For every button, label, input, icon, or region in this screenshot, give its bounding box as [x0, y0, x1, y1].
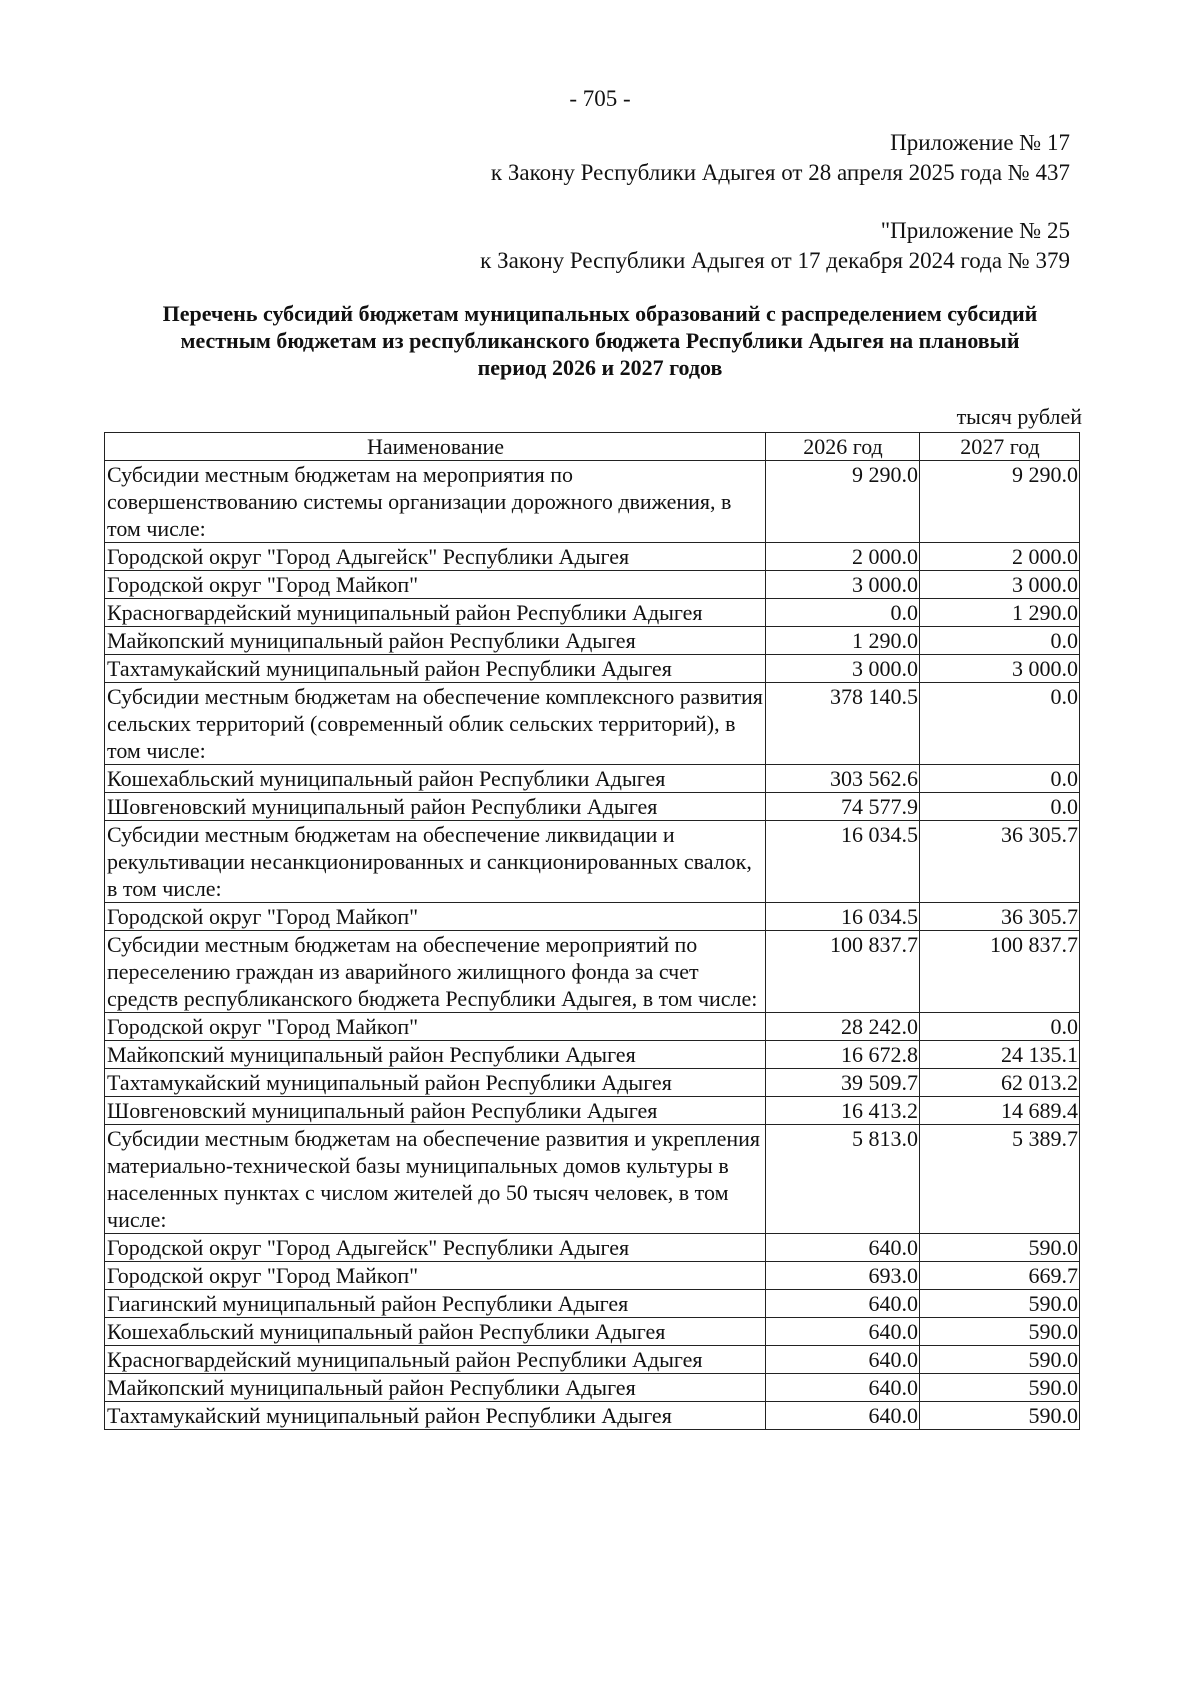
- cell-name: Кошехабльский муниципальный район Республики Адыгея: [105, 1318, 766, 1346]
- cell-2027: 590.0: [920, 1346, 1080, 1374]
- cell-name: Гиагинский муниципальный район Республики Адыгея: [105, 1290, 766, 1318]
- cell-name: Кошехабльский муниципальный район Республики Адыгея: [105, 765, 766, 793]
- table-row: [105, 1346, 1080, 1374]
- cell-2027: 36 305.7: [920, 903, 1080, 931]
- cell-2026: 16 413.2: [766, 1097, 920, 1125]
- cell-2026: 16 034.5: [766, 903, 920, 931]
- cell-name: Тахтамукайский муниципальный район Республики Адыгея: [105, 655, 766, 683]
- annex-current-law: к Закону Республики Адыгея от 28 апреля 2025 года № 437: [490, 160, 1070, 185]
- table-row: [105, 1290, 1080, 1318]
- table-row: [105, 571, 1080, 599]
- table-row: [105, 1125, 1080, 1234]
- cell-2027: 0.0: [920, 765, 1080, 793]
- cell-2026: 640.0: [766, 1290, 920, 1318]
- cell-name: Субсидии местным бюджетам на обеспечение ликвидации и рекультивации несанкционированных и санкционированных свалок, в том числе:: [105, 821, 766, 903]
- cell-2026: 640.0: [766, 1318, 920, 1346]
- title-line-3: период 2026 и 2027 годов: [477, 355, 723, 380]
- cell-2026: 1 290.0: [766, 627, 920, 655]
- cell-2027: 590.0: [920, 1374, 1080, 1402]
- table-row: [105, 1262, 1080, 1290]
- cell-2026: 640.0: [766, 1374, 920, 1402]
- title-line-1: Перечень субсидий бюджетам муниципальных образований с распределением субсидий: [162, 301, 1038, 326]
- cell-2027: 36 305.7: [920, 821, 1080, 903]
- cell-2027: 3 000.0: [920, 571, 1080, 599]
- cell-2027: 14 689.4: [920, 1097, 1080, 1125]
- cell-2026: 100 837.7: [766, 931, 920, 1013]
- table-row: [105, 627, 1080, 655]
- cell-name: Красногвардейский муниципальный район Республики Адыгея: [105, 1346, 766, 1374]
- table-row: [105, 765, 1080, 793]
- cell-2027: 0.0: [920, 683, 1080, 765]
- cell-2027: 2 000.0: [920, 543, 1080, 571]
- cell-2026: 28 242.0: [766, 1013, 920, 1041]
- cell-name: Городской округ "Город Адыгейск" Республики Адыгея: [105, 1234, 766, 1262]
- cell-2026: 0.0: [766, 599, 920, 627]
- table-row: [105, 793, 1080, 821]
- cell-2027: 1 290.0: [920, 599, 1080, 627]
- units-label: тысяч рублей: [956, 404, 1082, 429]
- cell-name: Майкопский муниципальный район Республики Адыгея: [105, 1374, 766, 1402]
- cell-2027: 590.0: [920, 1318, 1080, 1346]
- table-header-row: [105, 433, 1080, 461]
- page-number: - 705 -: [569, 86, 631, 111]
- cell-2026: 16 672.8: [766, 1041, 920, 1069]
- table-row: [105, 1097, 1080, 1125]
- table-row: [105, 461, 1080, 543]
- cell-2027: 3 000.0: [920, 655, 1080, 683]
- table-row: [105, 1402, 1080, 1430]
- cell-2026: 5 813.0: [766, 1125, 920, 1234]
- table-row: [105, 1041, 1080, 1069]
- header-2026: 2026 год: [766, 433, 920, 461]
- table-row: [105, 1234, 1080, 1262]
- cell-2026: 3 000.0: [766, 655, 920, 683]
- cell-2027: 100 837.7: [920, 931, 1080, 1013]
- header-2027: 2027 год: [920, 433, 1080, 461]
- cell-2027: 24 135.1: [920, 1041, 1080, 1069]
- cell-2026: 640.0: [766, 1346, 920, 1374]
- table-row: [105, 683, 1080, 765]
- cell-2027: 5 389.7: [920, 1125, 1080, 1234]
- cell-2027: 590.0: [920, 1234, 1080, 1262]
- cell-name: Субсидии местным бюджетам на обеспечение мероприятий по переселению граждан из аварийного жилищного фонда за счет средств республиканского бюджета Республики Адыгея, в том числе:: [105, 931, 766, 1013]
- cell-2026: 693.0: [766, 1262, 920, 1290]
- table-row: [105, 1069, 1080, 1097]
- cell-name: Субсидии местным бюджетам на мероприятия по совершенствованию системы организации дорожного движения, в том числе:: [105, 461, 766, 543]
- annex-original: [480, 216, 1070, 276]
- cell-name: Красногвардейский муниципальный район Республики Адыгея: [105, 599, 766, 627]
- table-row: [105, 1374, 1080, 1402]
- cell-2027: 0.0: [920, 1013, 1080, 1041]
- cell-2026: 16 034.5: [766, 821, 920, 903]
- subsidy-table: [104, 432, 1080, 1430]
- table-row: [105, 1318, 1080, 1346]
- cell-2026: 640.0: [766, 1234, 920, 1262]
- cell-name: Тахтамукайский муниципальный район Республики Адыгея: [105, 1069, 766, 1097]
- cell-name: Субсидии местным бюджетам на обеспечение развития и укрепления материально-технической базы муниципальных домов культуры в населенных пунктах с числом жителей до 50 тысяч человек, в том числе:: [105, 1125, 766, 1234]
- annex-current-number: Приложение № 17: [890, 130, 1070, 155]
- cell-name: Городской округ "Город Майкоп": [105, 1262, 766, 1290]
- cell-2026: 378 140.5: [766, 683, 920, 765]
- cell-name: Городской округ "Город Майкоп": [105, 571, 766, 599]
- title-line-2: местным бюджетам из республиканского бюджета Республики Адыгея на плановый: [180, 328, 1020, 353]
- cell-2026: 3 000.0: [766, 571, 920, 599]
- cell-name: Майкопский муниципальный район Республики Адыгея: [105, 627, 766, 655]
- cell-name: Майкопский муниципальный район Республики Адыгея: [105, 1041, 766, 1069]
- cell-2027: 669.7: [920, 1262, 1080, 1290]
- cell-2026: 39 509.7: [766, 1069, 920, 1097]
- cell-name: Городской округ "Город Майкоп": [105, 1013, 766, 1041]
- cell-name: Городской округ "Город Адыгейск" Республики Адыгея: [105, 543, 766, 571]
- table-row: [105, 931, 1080, 1013]
- annex-original-law: к Закону Республики Адыгея от 17 декабря 2024 года № 379: [480, 248, 1070, 273]
- header-name: Наименование: [105, 433, 766, 461]
- cell-2026: 2 000.0: [766, 543, 920, 571]
- cell-name: Шовгеновский муниципальный район Республики Адыгея: [105, 793, 766, 821]
- annex-current: [491, 128, 1070, 188]
- cell-name: Субсидии местным бюджетам на обеспечение комплексного развития сельских территорий (современный облик сельских территорий), в том числе:: [105, 683, 766, 765]
- table-body: [105, 461, 1080, 1430]
- cell-name: Шовгеновский муниципальный район Республики Адыгея: [105, 1097, 766, 1125]
- cell-2026: 640.0: [766, 1402, 920, 1430]
- table-row: [105, 821, 1080, 903]
- cell-2026: 9 290.0: [766, 461, 920, 543]
- cell-2027: 0.0: [920, 793, 1080, 821]
- table-row: [105, 903, 1080, 931]
- annex-original-number: "Приложение № 25: [880, 218, 1070, 243]
- cell-2027: 9 290.0: [920, 461, 1080, 543]
- cell-name: Городской округ "Город Майкоп": [105, 903, 766, 931]
- cell-2027: 590.0: [920, 1290, 1080, 1318]
- table-row: [105, 543, 1080, 571]
- table-row: [105, 599, 1080, 627]
- table-row: [105, 655, 1080, 683]
- cell-2027: 0.0: [920, 627, 1080, 655]
- cell-2027: 62 013.2: [920, 1069, 1080, 1097]
- cell-2026: 74 577.9: [766, 793, 920, 821]
- cell-2027: 590.0: [920, 1402, 1080, 1430]
- table-row: [105, 1013, 1080, 1041]
- cell-name: Тахтамукайский муниципальный район Республики Адыгея: [105, 1402, 766, 1430]
- cell-2026: 303 562.6: [766, 765, 920, 793]
- document-title: [100, 300, 1100, 381]
